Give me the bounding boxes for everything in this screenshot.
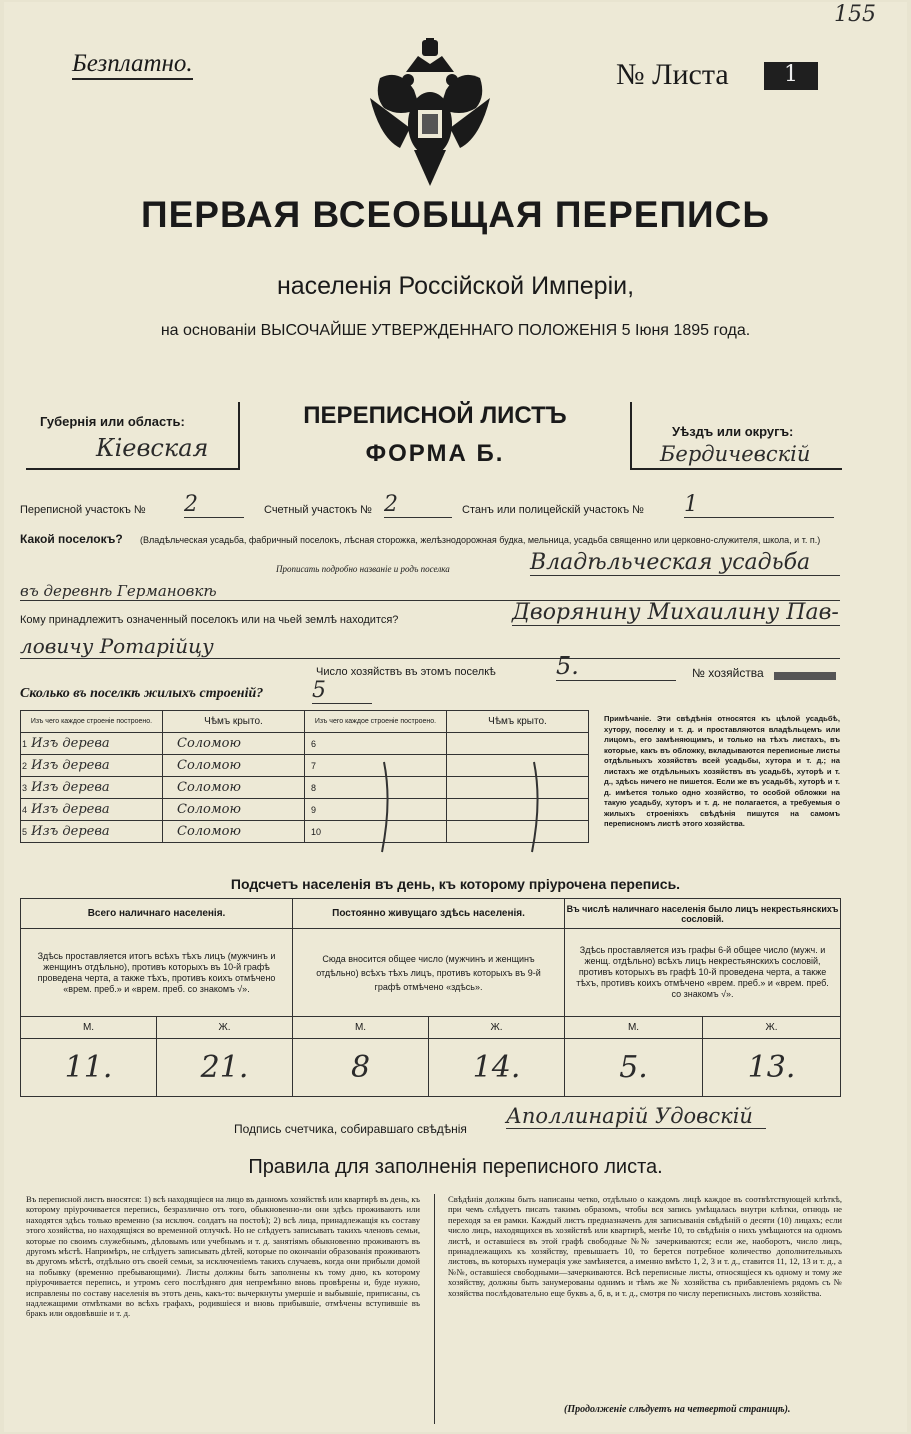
- row-number: 10: [305, 821, 447, 843]
- total-male-value: 11.: [21, 1039, 157, 1097]
- household-no-label: № хозяйства: [692, 666, 764, 680]
- buildings-value: 5: [312, 678, 372, 704]
- row-number: 6: [305, 733, 447, 755]
- census-area-label: Переписной участокъ №: [20, 504, 146, 516]
- district-box: [630, 402, 842, 470]
- district-value: Бердичевскій: [660, 442, 811, 466]
- female-label: Ж.: [703, 1017, 841, 1039]
- decree-basis: на основаніи ВЫСОЧАЙШЕ УТВЕРЖДЕННАГО ПОЛОЖЕНІЯ 5 Іюня 1895 года.: [160, 322, 751, 339]
- sheet-number-label: № Листа: [616, 58, 729, 91]
- settlement-hint-2: Прописать подробно названіе и родъ поселка: [276, 564, 450, 574]
- row-number: 9: [305, 799, 447, 821]
- building-roof: Соломою: [163, 777, 305, 799]
- signature-label: Подпись счетчика, собиравшаго свѣдѣнія: [234, 1122, 467, 1136]
- permanent-female-value: 14.: [429, 1039, 565, 1097]
- non-peasant-male-value: 5.: [565, 1039, 703, 1097]
- non-peasant-head: Въ числѣ наличнаго населенія было лицъ некрестьянскихъ сословій.: [565, 899, 841, 929]
- building-material: Изъ дерева: [31, 780, 110, 795]
- corner-number: 155: [834, 2, 876, 27]
- settlement-label: Какой поселокъ?: [20, 532, 123, 546]
- continued-note: (Продолженіе слѣдуетъ на четвертой страницѣ).: [564, 1404, 791, 1415]
- census-form-page: [4, 2, 907, 1432]
- non-peasant-text: Здѣсь проставляется изъ графы 6-й общее число (мужч. и женщ. отдѣльно) всѣхъ лицъ некрестьянскихъ сословій, противъ которыхъ въ графѣ 10-й проведена черта, а также тѣхъ, противъ коихъ отмѣчено «врем. преб.» и «врем. преб. со знакомъ √».: [565, 929, 841, 1017]
- building-roof: Соломою: [163, 821, 305, 843]
- province-value: Кіевская: [96, 434, 209, 462]
- empty-rows-dash-marks: [362, 742, 562, 862]
- population-count-table: [20, 898, 841, 1097]
- households-value: 5.: [556, 652, 676, 681]
- count-area-value: 2: [384, 492, 452, 518]
- sheet-title: ПЕРЕПИСНОЙ ЛИСТЪ: [303, 402, 567, 429]
- owner-label: Кому принадлежитъ означенный поселокъ или на чьей землѣ находится?: [20, 614, 399, 626]
- form-label: ФОРМА Б.: [365, 440, 505, 467]
- row-number: 3: [22, 783, 28, 793]
- row-number: 8: [305, 777, 447, 799]
- buildings-header-material: Изъ чего каждое строеніе построено.: [21, 711, 163, 733]
- building-roof: Соломою: [163, 755, 305, 777]
- settlement-value-2: въ деревнѣ Германовкѣ: [20, 582, 840, 601]
- free-label: Безплатно.: [72, 50, 193, 80]
- police-area-label: Станъ или полицейскій участокъ №: [462, 504, 644, 516]
- permanent-population-text: Сюда вносится общее число (мужчинъ и женщинъ отдѣльно) всѣхъ тѣхъ лицъ, противъ которыхъ въ 9-й графѣ отмѣчено «здѣсь».: [293, 929, 565, 1017]
- male-label: М.: [565, 1017, 703, 1039]
- total-population-text: Здѣсь проставляется итогъ всѣхъ тѣхъ лицъ (мужчинъ и женщинъ отдѣльно), противъ которыхъ въ 10-й графѣ проведена черта, а также тѣхъ, противъ коихъ отмѣчено «врем. преб.» и «врем. преб. со знакомъ √».: [21, 929, 293, 1017]
- building-material: Изъ дерева: [31, 802, 110, 817]
- buildings-note: Примѣчаніе. Эти свѣдѣнія относятся къ цѣлой усадьбѣ, хутору, поселку и т. д. и проставляются владѣльцемъ или лицомъ, его замѣняющимъ, и только на тѣхъ листахъ, въ которые, какъ въ обложку, вкладываются переписные листы отдѣльныхъ хозяйствъ всей усадьбы, хутора и т. д.; на листахъ же отдѣльныхъ хозяйствъ въ усадьбѣ, хуторѣ и т. д., здѣсь ничего не пишется. Если же въ усадьбѣ, хуторѣ и т. д. имѣется только одно хозяйство, то особой обложки на такую усадьбу, хуторъ и т. д. не полагается, а требуемыя о жилыхъ строеніяхъ свѣдѣнія пишутся на самомъ переписномъ листѣ этого хозяйства.: [604, 714, 840, 828]
- building-material: Изъ дерева: [31, 824, 110, 839]
- province-label: Губернія или область:: [40, 414, 185, 429]
- permanent-population-head: Постоянно живущаго здѣсь населенія.: [293, 899, 565, 929]
- count-title: Подсчетъ населенія въ день, къ которому пріурочена перепись.: [230, 876, 681, 892]
- buildings-header-material-2: Изъ чего каждое строеніе построено.: [305, 711, 447, 733]
- total-female-value: 21.: [157, 1039, 293, 1097]
- imperial-eagle-emblem: [370, 38, 490, 188]
- page-title: ПЕРВАЯ ВСЕОБЩАЯ ПЕРЕПИСЬ: [141, 194, 770, 235]
- settlement-value-1: Владѣльческая усадьба: [530, 550, 840, 576]
- building-material: Изъ дерева: [31, 736, 110, 751]
- buildings-header-roof: Чѣмъ крыто.: [163, 711, 305, 733]
- settlement-hint: (Владѣльческая усадьба, фабричный поселокъ, лѣсная сторожка, желѣзнодорожная будка, мельница, усадьба священно или церковно-служителя, школа, и т. п.): [140, 535, 821, 545]
- non-peasant-female-value: 13.: [703, 1039, 841, 1097]
- rules-right-column: Свѣдѣнія должны быть написаны четко, отдѣльно о каждомъ лицѣ каждое въ соотвѣтствующей клѣткѣ, при чемъ слѣдуетъ писать такимъ образомъ, чтобы вся запись умѣщалась внутри клѣтки, отнюдь не переходя за ея рамки. Каждый листъ предназначенъ для записыванія свѣдѣній о десяти (10) лицахъ; если число лицъ, находящихся въ хозяйствѣ или квартирѣ, менѣе 10, то свѣдѣнія о нихъ умѣщаются на одномъ листѣ, и оставшіеся въ этой графѣ свободные №№ зачеркиваются; если же, наоборотъ, число лицъ, принадлежащихъ къ хозяйству, превышаетъ 10, то берется потребное количество дополнительныхъ листовъ, въ которыхъ нумерація уже замѣняется, а именно вмѣсто 1, 2, 3 и т. д., ставится 11, 12, 13 и т. д., а №№, оставшіеся свободными—зачеркиваются. Всѣ переписные листы, относящіеся къ одному и тому же хозяйству, должны быть занумерованы однимъ и тѣмъ же № хозяйства съ прибавленіемъ рядомъ съ № хозяйства послѣдовательно еще буквъ а, б, в, и т. д., смотря по числу переписныхъ листовъ хозяйства.: [448, 1194, 842, 1298]
- sheet-number-value: 1: [764, 62, 818, 90]
- column-divider: [434, 1194, 435, 1424]
- owner-value-1: Дворянину Михаилину Пав-: [512, 600, 839, 625]
- household-no-crossed: [774, 672, 836, 680]
- page-subtitle: населенія Россійской Имперіи,: [276, 272, 635, 300]
- households-label: Число хозяйствъ въ этомъ поселкѣ: [316, 666, 496, 678]
- police-area-value: 1: [684, 492, 834, 518]
- male-label: М.: [21, 1017, 157, 1039]
- province-box: [26, 402, 240, 470]
- male-label: М.: [293, 1017, 429, 1039]
- row-number: 5: [22, 827, 28, 837]
- total-population-head: Всего наличнаго населенія.: [21, 899, 293, 929]
- district-label: Уѣздъ или округъ:: [672, 424, 794, 439]
- rules-title: Правила для заполненія переписного листа.: [248, 1156, 663, 1178]
- census-area-value: 2: [184, 492, 244, 518]
- building-roof: Соломою: [163, 733, 305, 755]
- row-number: 1: [22, 739, 28, 749]
- row-number: 4: [22, 805, 28, 815]
- count-area-label: Счетный участокъ №: [264, 504, 372, 516]
- building-roof: Соломою: [163, 799, 305, 821]
- rules-left-column: Въ переписной листъ вносятся: 1) всѣ находящіеся на лицо въ данномъ хозяйствѣ или квартирѣ въ день, къ которому пріурочивается перепись, безразлично отъ того, обыкновенно-ли они здѣсь проживаютъ или находятся здѣсь только временно (за исключ. солдатъ на постоѣ); 2) всѣ лица, принадлежащія къ составу этого хозяйства, но находящіяся во временной отлучкѣ. Но не слѣдуетъ записывать такихъ членовъ семьи, которые по своимъ служебнымъ, дѣловымъ или учебнымъ и т. д. занятіямъ обыкновенно проживаютъ въ другомъ мѣстѣ. Напримѣръ, не слѣдуетъ записывать дѣтей, которые по окончаніи образованія проживаютъ въ другомъ мѣстѣ, отдѣльно отъ своей семьи, за исключеніемъ такихъ случаевъ, когда они прибыли домой на побывку (временно пребывающими). Листы должны быть заполнены къ тому дню, къ которому пріурочивается перепись, и утромъ сего послѣдняго дня непремѣнно вновь провѣрены и, буде нужно, исправлены по составу населенія въ этотъ день, какъ-то: вычеркнуты умершіе и выбывшіе, приписаны, съ надлежащими отмѣтками во всѣхъ графахъ, родившіеся и вновь прибывшіе, отмѣчены вступившіе въ бракъ или овдовѣвшіе и т. д.: [26, 1194, 420, 1319]
- row-number: 2: [22, 761, 28, 771]
- buildings-label: Сколько въ поселкѣ жилыхъ строеній?: [20, 686, 264, 701]
- female-label: Ж.: [157, 1017, 293, 1039]
- counter-signature: Аполлинарій Удовскій: [506, 1104, 766, 1129]
- row-number: 7: [305, 755, 447, 777]
- female-label: Ж.: [429, 1017, 565, 1039]
- permanent-male-value: 8: [293, 1039, 429, 1097]
- building-material: Изъ дерева: [31, 758, 110, 773]
- buildings-header-roof-2: Чѣмъ крыто.: [447, 711, 589, 733]
- owner-value-2: ловичу Ротарійцу: [20, 634, 840, 659]
